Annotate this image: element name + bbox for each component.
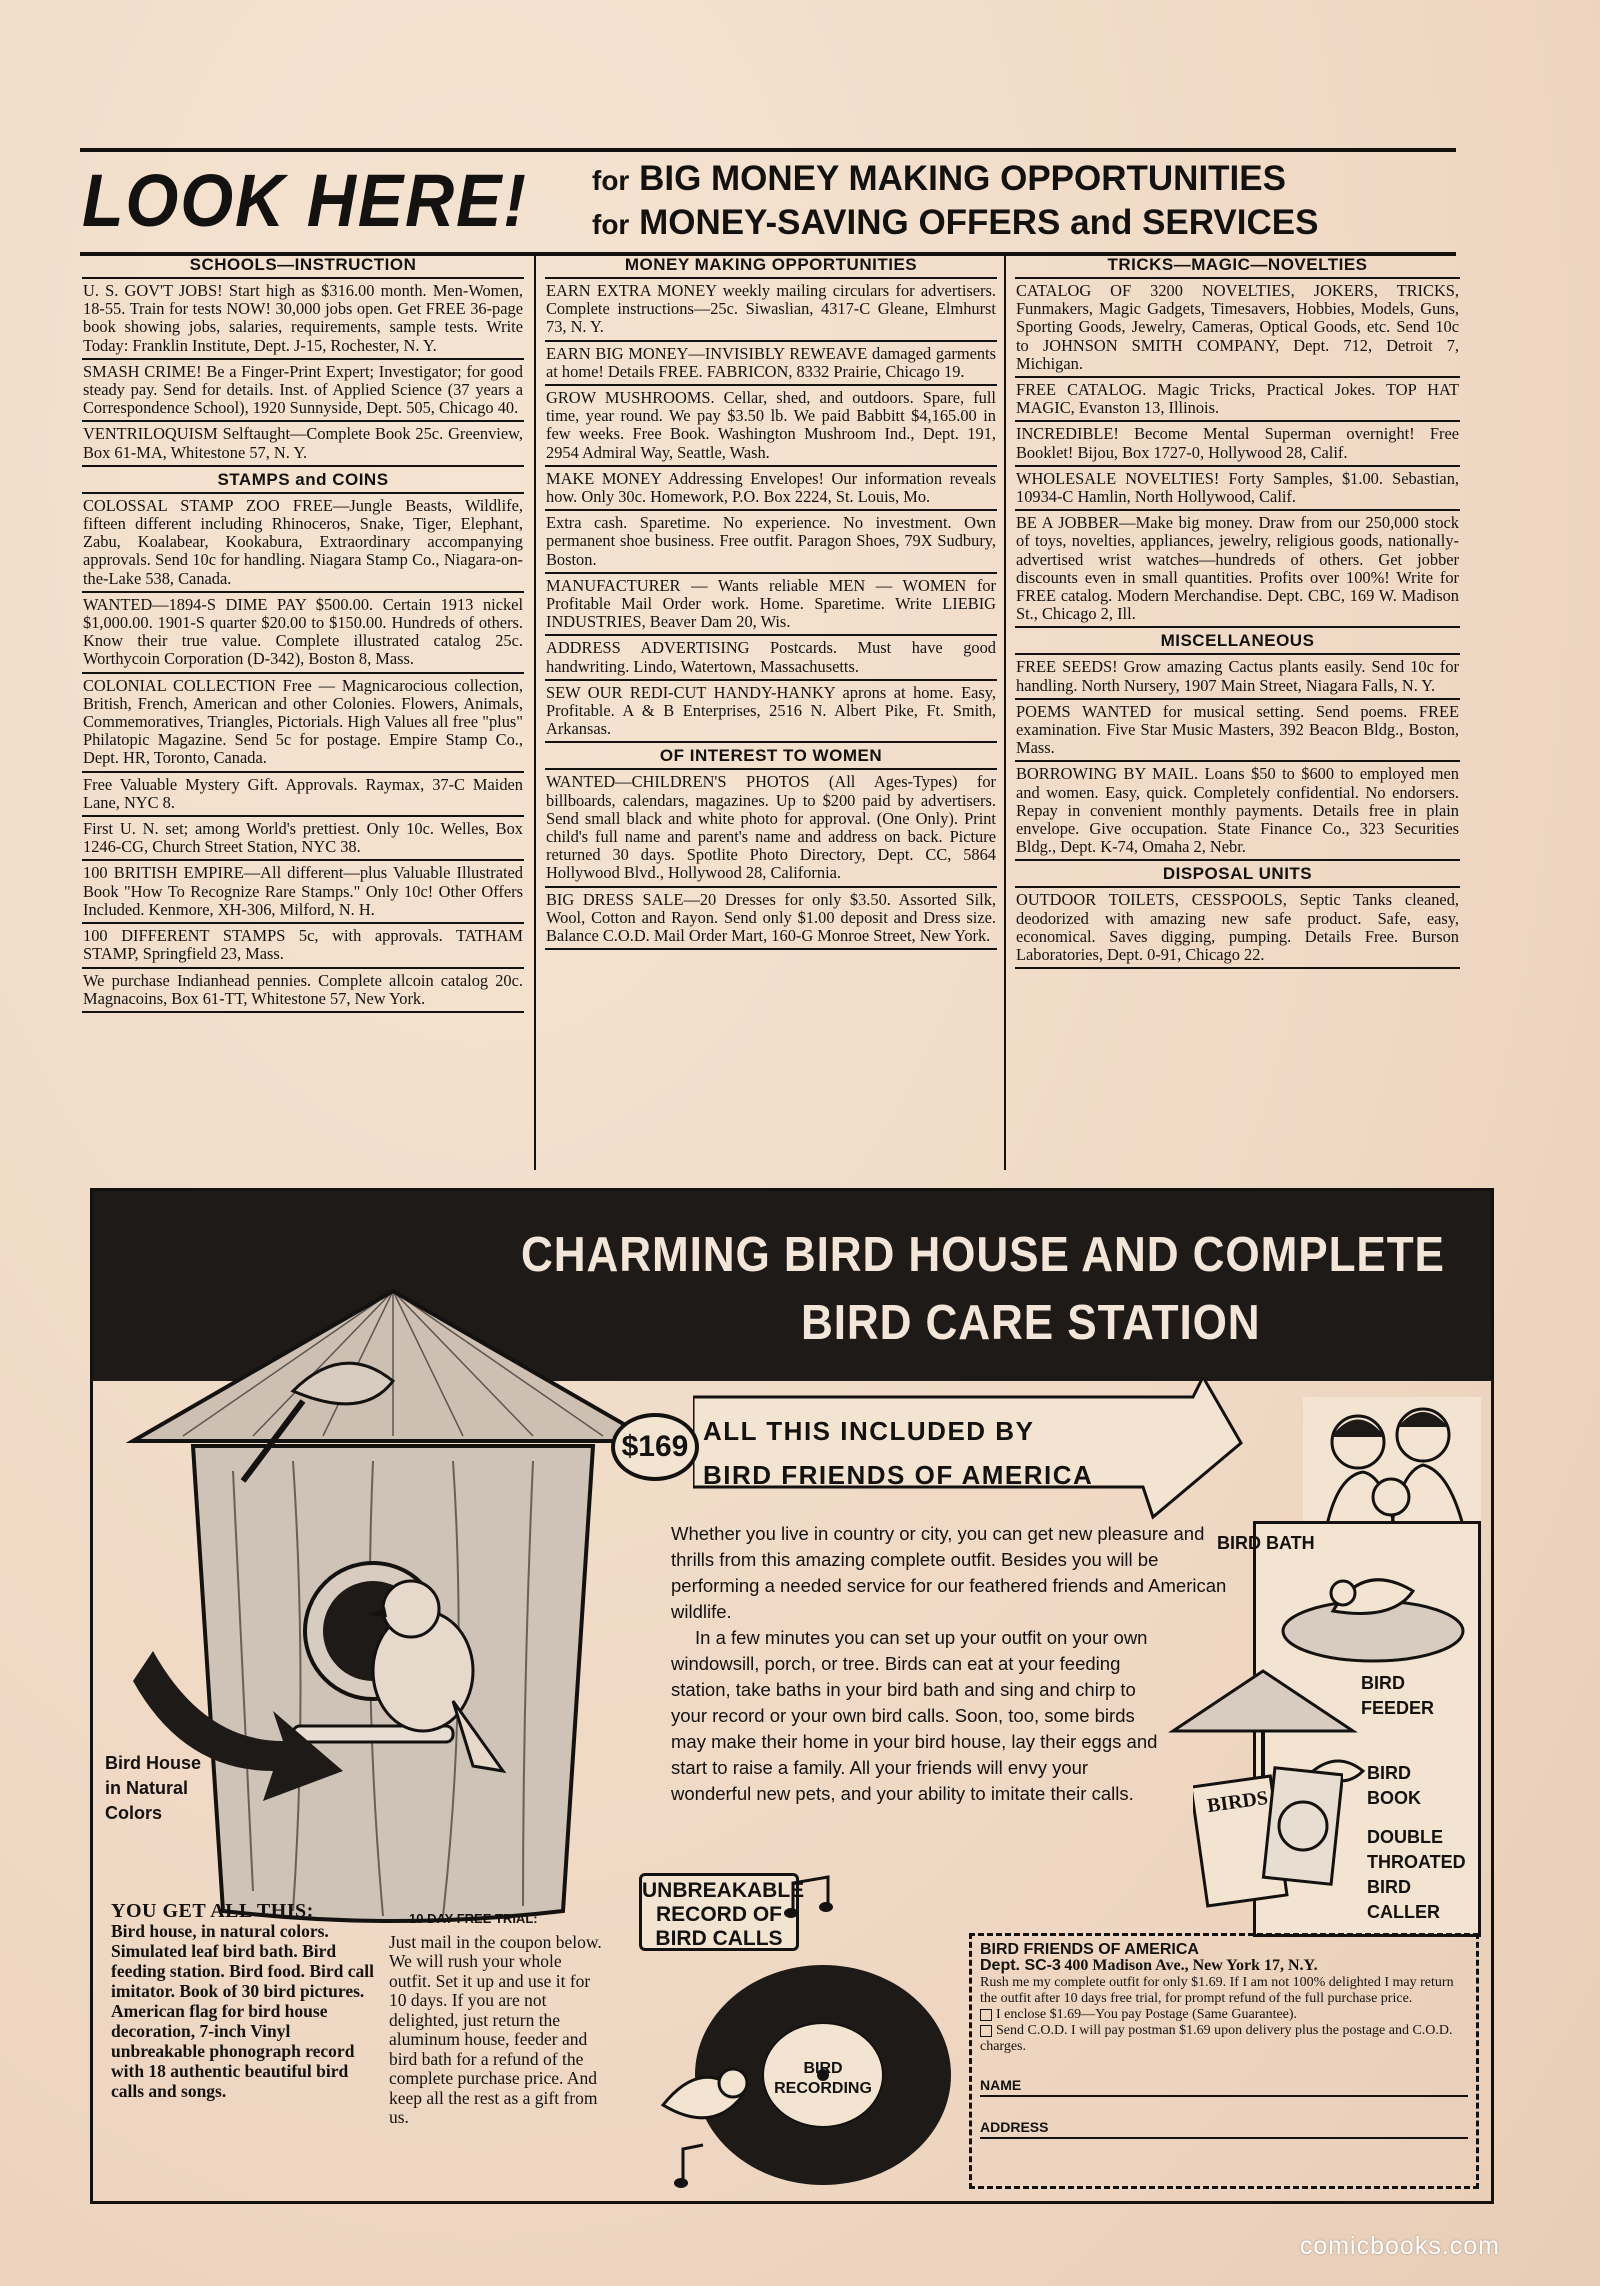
ad-paragraph-2: In a few minutes you can set up your outfit on your own windowsill, porch, or tree. Birds can eat at your feeding station, take baths in your bird bath and sing and chirp to your record or your own bird calls. Soon, too, some birds may make their home in your bird house, lay their eggs and start to raise a family. All your friends will envy your wonderful new pets, and your ability to imitate their calls.: [671, 1627, 1158, 1804]
tagline-2: MONEY-SAVING OFFERS and SERVICES: [639, 203, 1319, 242]
ad-body-text: [671, 1521, 1251, 1807]
ad-paragraph-1: Whether you live in country or city, you can get new pleasure and thrills from this amazing complete outfit. Besides you will be performing a needed service for our feathered friends and American wildlife.: [671, 1523, 1227, 1622]
ad-list: [82, 494, 524, 1013]
classified-ad: FREE CATALOG. Magic Tricks, Practical Jokes. TOP HAT MAGIC, Evanston 13, Illinois.: [1015, 378, 1460, 422]
ad-title-line-2: BIRD CARE STATION: [801, 1296, 1261, 1350]
section-heading: SCHOOLS—INSTRUCTION: [82, 252, 524, 279]
bird-feeder-label: [1361, 1671, 1451, 1721]
classified-ad: U. S. GOV'T JOBS! Start high as $316.00 month. Men-Women, 18-55. Train for tests NOW! 30,000 jobs open. Get FREE 36-page book showing jobs, salaries, requirements, sample tests. Write Today: Franklin Institute, Dept. J-15, Rochester, N. Y.: [82, 279, 524, 360]
included-banner: [703, 1409, 1223, 1509]
record-center-label: BIRD RECORDING: [774, 2060, 872, 2097]
classified-ad: COLONIAL COLLECTION Free — Magnicarocious collection, British, French, American and other Colonies. Flowers, Animals, Commemoratives, Triangles, Pictorials. High Values all free "plus" Philatopic Magazine. Send 5c for postage. Empire Stamp Co., Dept. HR, Toronto, Canada.: [82, 674, 524, 773]
classified-ad: SMASH CRIME! Be a Finger-Print Expert; Investigator; for good steady pay. Send for details. Inst. of Applied Science (37 years a Correspondence School), 1920 Sunnyside, Dept. 505, Chicago 40.: [82, 360, 524, 423]
classified-ad: Extra cash. Sparetime. No experience. No investment. Own permanent shoe business. Free outfit. Paragon Shoes, 79X Sudbury, Boston.: [545, 511, 997, 574]
classified-ad: MAKE MONEY Addressing Envelopes! Our information reveals how. Only 30c. Homework, P.O. Box 2224, St. Louis, Mo.: [545, 467, 997, 511]
ad-title-line-1: CHARMING BIRD HOUSE AND COMPLETE: [521, 1228, 1445, 1282]
classified-ad: BIG DRESS SALE—20 Dresses for only $3.50. Assorted Silk, Wool, Cotton and Rayon. Send only $1.00 deposit and Dress size. Balance C.O.D. Mail Order Mart, 160-G Monroe Street, New York.: [545, 888, 997, 951]
header-banner: [80, 148, 1456, 256]
banner-line-2: BIRD FRIENDS OF AMERICA: [703, 1460, 1094, 1490]
bird-house-label: Bird House in Natural Colors: [105, 1753, 202, 1823]
section-heading: OF INTEREST TO WOMEN: [545, 743, 997, 770]
classified-ad: 100 BRITISH EMPIRE—All different—plus Valuable Illustrated Book "How To Recognize Rare Stamps." Only 10c! Other Offers Included. Kenmore, XH-306, Milford, N. H.: [82, 861, 524, 924]
classified-ad: GROW MUSHROOMS. Cellar, shed, and outdoors. Spare, full time, year round. We pay $3.50 lb. We paid Babbitt $4,165.00 in few weeks. Free Book. Washington Mushroom Ind., Dept. 191, 2954 Admiral Way, Seattle, Wash.: [545, 386, 997, 467]
bird-bath-icon: [1273, 1551, 1473, 1671]
classified-ad: ADDRESS ADVERTISING Postcards. Must have good handwriting. Lindo, Watertown, Massachusetts.: [545, 636, 997, 680]
ad-list: [82, 279, 524, 467]
ad-list: [1015, 888, 1460, 969]
column-schools-stamps: [82, 252, 524, 1013]
classified-ad: INCREDIBLE! Become Mental Superman overnight! Free Booklet! Bijou, Box 1727-0, Hollywood 28, Calif.: [1015, 422, 1460, 466]
classified-ad: We purchase Indianhead pennies. Complete allcoin catalog 20c. Magnacoins, Box 61-TT, Whitestone 57, New York.: [82, 969, 524, 1013]
classified-ad: SEW OUR REDI-CUT HANDY-HANKY aprons at home. Easy, Profitable. A & B Enterprises, 2516 N. Albert Pike, Ft. Smith, Arkansas.: [545, 681, 997, 744]
classified-ad: WANTED—1894-S DIME PAY $500.00. Certain 1913 nickel $1,000.00. 1901-S quarter $20.00 to $150.00. Hundreds of others. Know their true value. Complete illustrated catalog 25c. Worthycoin Corporation (D-342), Boston 8, Mass.: [82, 593, 524, 674]
classified-ad: CATALOG OF 3200 NOVELTIES, JOKERS, TRICKS, Funmakers, Magic Gadgets, Timesavers, Hobbies, Models, Guns, Sporting Goods, Jewelry, Cameras, Optical Goods, etc. Send 10c to JOHNSON SMITH COMPANY, Dept. 712, Detroit 7, Michigan.: [1015, 279, 1460, 378]
bird-feeder-text: BIRD FEEDER: [1361, 1673, 1435, 1718]
look-here-title: LOOK HERE!: [82, 159, 528, 242]
classified-ad: First U. N. set; among World's prettiest. Only 10c. Welles, Box 1246-CG, Church Street Station, NYC 38.: [82, 817, 524, 861]
classified-ad: VENTRILOQUISM Selftaught—Complete Book 25c. Greenview, Box 61-MA, Whitestone 57, N. Y.: [82, 422, 524, 466]
bird-book-label: BIRD BOOK: [1367, 1763, 1421, 1808]
classified-ad: OUTDOOR TOILETS, CESSPOOLS, Septic Tanks cleaned, deodorized with amazing new safe product. Safe, easy, economical. Saves digging, pumping. Details Free. Burson Laboratories, Dept. 0-91, Chicago 22.: [1015, 888, 1460, 969]
bird-house-advertisement: [90, 1188, 1494, 2204]
classified-ad: POEMS WANTED for musical setting. Send poems. FREE examination. Five Star Music Masters, 392 Beacon Bldg., Boston, Mass.: [1015, 700, 1460, 763]
free-trial-text: Just mail in the coupon below. We will rush your whole outfit. Set it up and use it for 10 days. If you are not delighted, just return the aluminum house, feeder and bird bath for a refund of the complete purchase price. And keep all the rest as a gift from us.: [389, 1931, 602, 2127]
coupon-dept: Dept. SC-3: [980, 1957, 1061, 1974]
watermark: comicbooks.com: [1299, 2232, 1500, 2260]
section-heading: DISPOSAL UNITS: [1015, 861, 1460, 888]
book-cover-title: BIRDS: [1205, 1786, 1270, 1818]
classified-ad: EARN EXTRA MONEY weekly mailing circulars for advertisers. Complete instructions—25c. Siwaslian, 4317-C Gleane, Elmhurst 73, N. Y.: [545, 279, 997, 342]
tagline-1: BIG MONEY MAKING OPPORTUNITIES: [639, 159, 1286, 198]
order-coupon[interactable]: [969, 1933, 1479, 2189]
bird-house-icon: [93, 1271, 693, 1931]
classified-ad: COLOSSAL STAMP ZOO FREE—Jungle Beasts, Wildlife, fifteen different including Rhinoceros, Snake, Tiger, Elephant, Zabu, Koalabear, Kookabura, Extraordinary accompanying approvals. Send 10c for handling. Niagara Stamp Co., Niagara-on-the-Lake 538, Canada.: [82, 494, 524, 593]
coupon-text: Rush me my complete outfit for only $1.69. If I am not 100% delighted I may return the outfit after 10 days free trial, for prompt refund of the full purchase price.: [980, 1975, 1454, 2006]
ad-list: [1015, 279, 1460, 628]
section-heading: TRICKS—MAGIC—NOVELTIES: [1015, 252, 1460, 279]
classified-ad: 100 DIFFERENT STAMPS 5c, with approvals. TATHAM STAMP, Springfield 23, Mass.: [82, 924, 524, 968]
coupon-address: 400 Madison Ave., New York 17, N.Y.: [1064, 1957, 1318, 1974]
checkbox-prepay[interactable]: [980, 2009, 992, 2021]
for-word-2: for: [592, 209, 630, 240]
classified-ad: WHOLESALE NOVELTIES! Forty Samples, $1.00. Sebastian, 10934-C Hamlin, North Hollywood, Calif.: [1015, 467, 1460, 511]
free-trial: [389, 1909, 607, 2128]
you-get-all-this: [111, 1901, 381, 2101]
music-note-icon: [673, 2141, 713, 2191]
coupon-option-2: Send C.O.D. I will pay postman $1.69 upon delivery plus the postage and C.O.D. charges.: [980, 2023, 1453, 2054]
classified-ad: Free Valuable Mystery Gift. Approvals. Raymax, 37-C Maiden Lane, NYC 8.: [82, 773, 524, 817]
classified-ad: BORROWING BY MAIL. Loans $50 to $600 to employed men and women. Easy, quick. Completely confidential. No endorsers. Repay in convenient monthly payments. Details free in plain envelope. Give occupation. State Finance Co., 323 Securities Bldg., Dept. K-74, Omaha 2, Nebr.: [1015, 762, 1460, 861]
section-heading: MONEY MAKING OPPORTUNITIES: [545, 252, 997, 279]
free-trial-title: 10 DAY FREE TRIAL:: [409, 1911, 538, 1926]
you-get-text: Bird house, in natural colors. Simulated leaf bird bath. Bird feeding station. Bird food. Bird call imitator. Book of 30 bird pictures. American flag for bird house decoration, 7-inch Vinyl unbreakable phonograph record with 18 authentic beautiful bird calls and songs.: [111, 1921, 374, 2101]
checkbox-cod[interactable]: [980, 2025, 992, 2037]
name-field[interactable]: NAME: [980, 2077, 1468, 2097]
coupon-option-1: I enclose $1.69—You pay Postage (Same Guarantee).: [996, 2007, 1298, 2022]
bird-caller-label: DOUBLE THROATED BIRD CALLER: [1367, 1827, 1466, 1922]
ad-list: [545, 279, 997, 743]
bird-bath-label: BIRD BATH: [1217, 1533, 1315, 1553]
section-heading: STAMPS and COINS: [82, 467, 524, 494]
classified-ad: MANUFACTURER — Wants reliable MEN — WOMEN for Profitable Mail Order work. Home. Sparetime. Write LIEBIG INDUSTRIES, Beaver Dam 20, Wis.: [545, 574, 997, 637]
column-tricks-misc: [1015, 252, 1460, 969]
for-word-1: for: [592, 165, 630, 196]
section-heading: MISCELLANEOUS: [1015, 628, 1460, 655]
address-field[interactable]: ADDRESS: [980, 2119, 1468, 2139]
classified-ad: BE A JOBBER—Make big money. Draw from our 250,000 stock of toys, novelties, appliances, jewelry, religious goods, nationally-advertised wrist watches—hundreds of others. Get jobber discounts even in small quantities. Profits over 100%! Write for FREE catalog. Modern Merchandise. Dept. CBC, 169 W. Madison St., Chicago 2, Ill.: [1015, 511, 1460, 628]
banner-line-1: ALL THIS INCLUDED BY: [703, 1416, 1035, 1446]
column-divider: [1004, 252, 1006, 1170]
classified-ad: EARN BIG MONEY—INVISIBLY REWEAVE damaged garments at home! Details FREE. FABRICON, 8332 Prairie, Chicago 19.: [545, 342, 997, 386]
column-divider: [534, 252, 536, 1170]
header-taglines: [592, 158, 1318, 246]
record-label-box: UNBREAKABLE RECORD OF BIRD CALLS: [639, 1873, 799, 1951]
coupon-company: BIRD FRIENDS OF AMERICA: [980, 1941, 1199, 1958]
ad-list: [545, 770, 997, 950]
ad-list: [1015, 655, 1460, 861]
music-note-icon: [783, 1871, 843, 1931]
you-get-title: YOU GET ALL THIS:: [111, 1900, 314, 1922]
column-money-women: [545, 252, 997, 950]
price-badge: $169: [611, 1413, 699, 1481]
classified-ad: WANTED—CHILDREN'S PHOTOS (All Ages-Types) for billboards, calendars, magazines. Up to $200 paid by advertisers. Send small black and white photo for approval. (One Only). Print child's full name and parent's name and address on back. Picture returned 30 days. Spotlite Photo Directory, Dept. CC, 5864 Hollywood Blvd., Hollywood 28, California.: [545, 770, 997, 887]
classified-ad: FREE SEEDS! Grow amazing Cactus plants easily. Send 10c for handling. North Nursery, 1907 Main Street, Niagara Falls, N. Y.: [1015, 655, 1460, 699]
